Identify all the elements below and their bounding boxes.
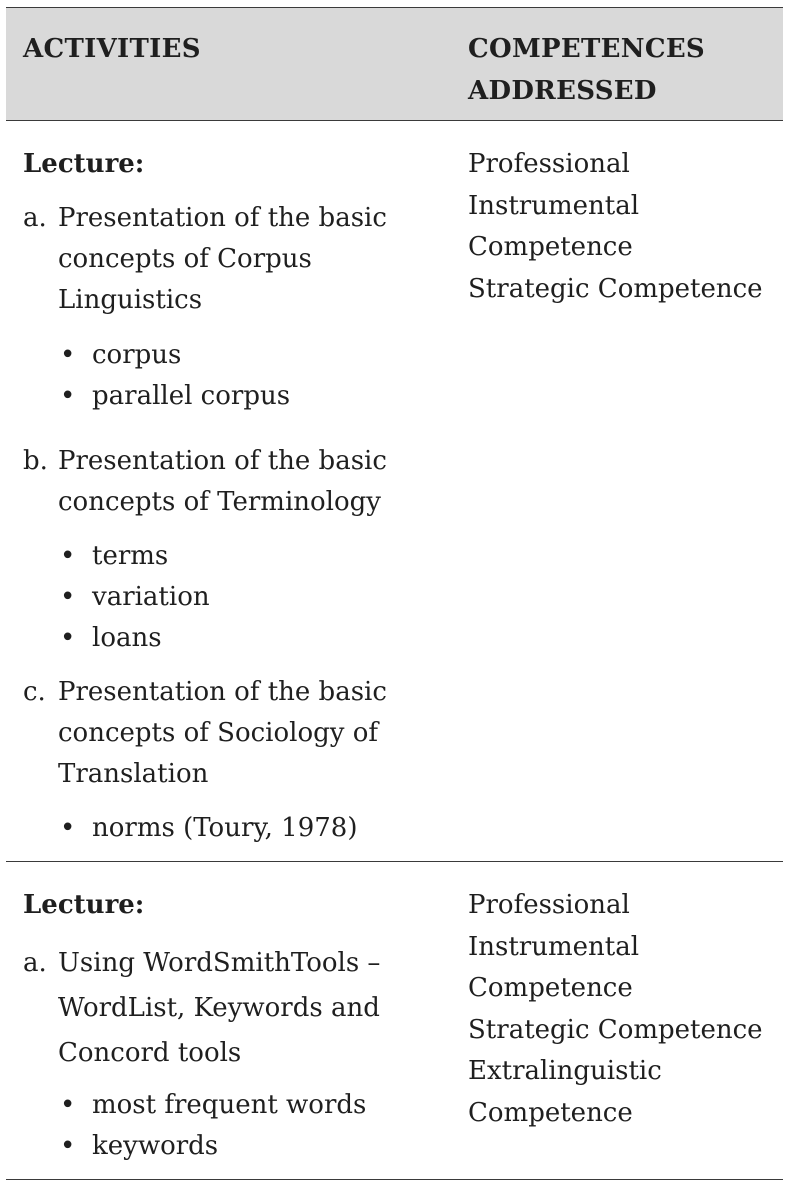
- competence-item: Extralinguistic: [468, 1056, 662, 1086]
- list-item-text: most frequent words: [92, 1090, 367, 1120]
- bullet-icon: •: [60, 623, 76, 653]
- bullet-icon: •: [60, 541, 76, 571]
- bullet-icon: •: [60, 813, 76, 843]
- bullet-icon: •: [60, 1090, 76, 1120]
- competence-item: Instrumental: [468, 190, 640, 221]
- competence-item: Strategic Competence: [468, 273, 763, 304]
- competence-item: Competence: [468, 232, 633, 262]
- competence-item: Instrumental: [468, 931, 640, 962]
- activities-competences-table: [6, 7, 783, 1180]
- activity-item: [23, 198, 443, 321]
- activity-item: [23, 441, 443, 523]
- item-text: Using WordSmithTools – WordList, Keywords and Concord tools: [58, 948, 381, 1068]
- competences-list: [468, 144, 778, 310]
- item-letter: a.: [23, 203, 47, 233]
- list-item: [58, 1126, 366, 1167]
- table-header: [6, 8, 783, 121]
- list-item-text: norms (Toury, 1978): [92, 813, 358, 843]
- competence-item: Professional: [468, 149, 630, 179]
- table-row: [6, 121, 783, 862]
- competence-item: Professional: [468, 890, 630, 920]
- list-item: [58, 1085, 366, 1126]
- activity-item: [23, 941, 443, 1076]
- bullet-icon: •: [60, 1131, 76, 1161]
- item-letter: b.: [23, 446, 48, 476]
- list-item-text: variation: [92, 582, 210, 612]
- list-item-text: corpus: [92, 340, 182, 370]
- list-item-text: terms: [92, 541, 169, 571]
- list-item: [58, 335, 290, 376]
- list-item: [58, 577, 210, 618]
- activities-header: ACTIVITIES: [23, 34, 201, 64]
- bullet-icon: •: [60, 381, 76, 411]
- item-letter: a.: [23, 948, 47, 978]
- list-item: [58, 536, 210, 577]
- bullet-icon: •: [60, 582, 76, 612]
- competence-item: Strategic Competence: [468, 1014, 763, 1045]
- bullet-icon: •: [60, 340, 76, 370]
- item-text: Presentation of the basic concepts of Terminology: [58, 446, 387, 517]
- competences-header: COMPETENCES ADDRESSED: [468, 34, 706, 106]
- item-text: Presentation of the basic concepts of Corpus Linguistics: [58, 203, 387, 315]
- bullet-list: [58, 1085, 366, 1167]
- list-item: [58, 618, 210, 659]
- item-letter: c.: [23, 677, 46, 707]
- competence-item: Competence: [468, 973, 633, 1003]
- list-item-text: loans: [92, 623, 162, 653]
- list-item-text: keywords: [92, 1131, 219, 1161]
- list-item-text: parallel corpus: [92, 381, 291, 411]
- item-text: Presentation of the basic concepts of Sociology of Translation: [58, 677, 387, 789]
- list-item: [58, 376, 290, 417]
- activity-item: [23, 672, 443, 795]
- competence-item: Competence: [468, 1097, 633, 1128]
- row-title: Lecture:: [23, 149, 145, 179]
- bullet-list: [58, 536, 210, 659]
- table-row: [6, 862, 783, 1180]
- bullet-list: [58, 808, 357, 849]
- row-title: Lecture:: [23, 890, 145, 920]
- list-item: [58, 808, 357, 849]
- bullet-list: [58, 335, 290, 417]
- competences-list: [468, 885, 778, 1134]
